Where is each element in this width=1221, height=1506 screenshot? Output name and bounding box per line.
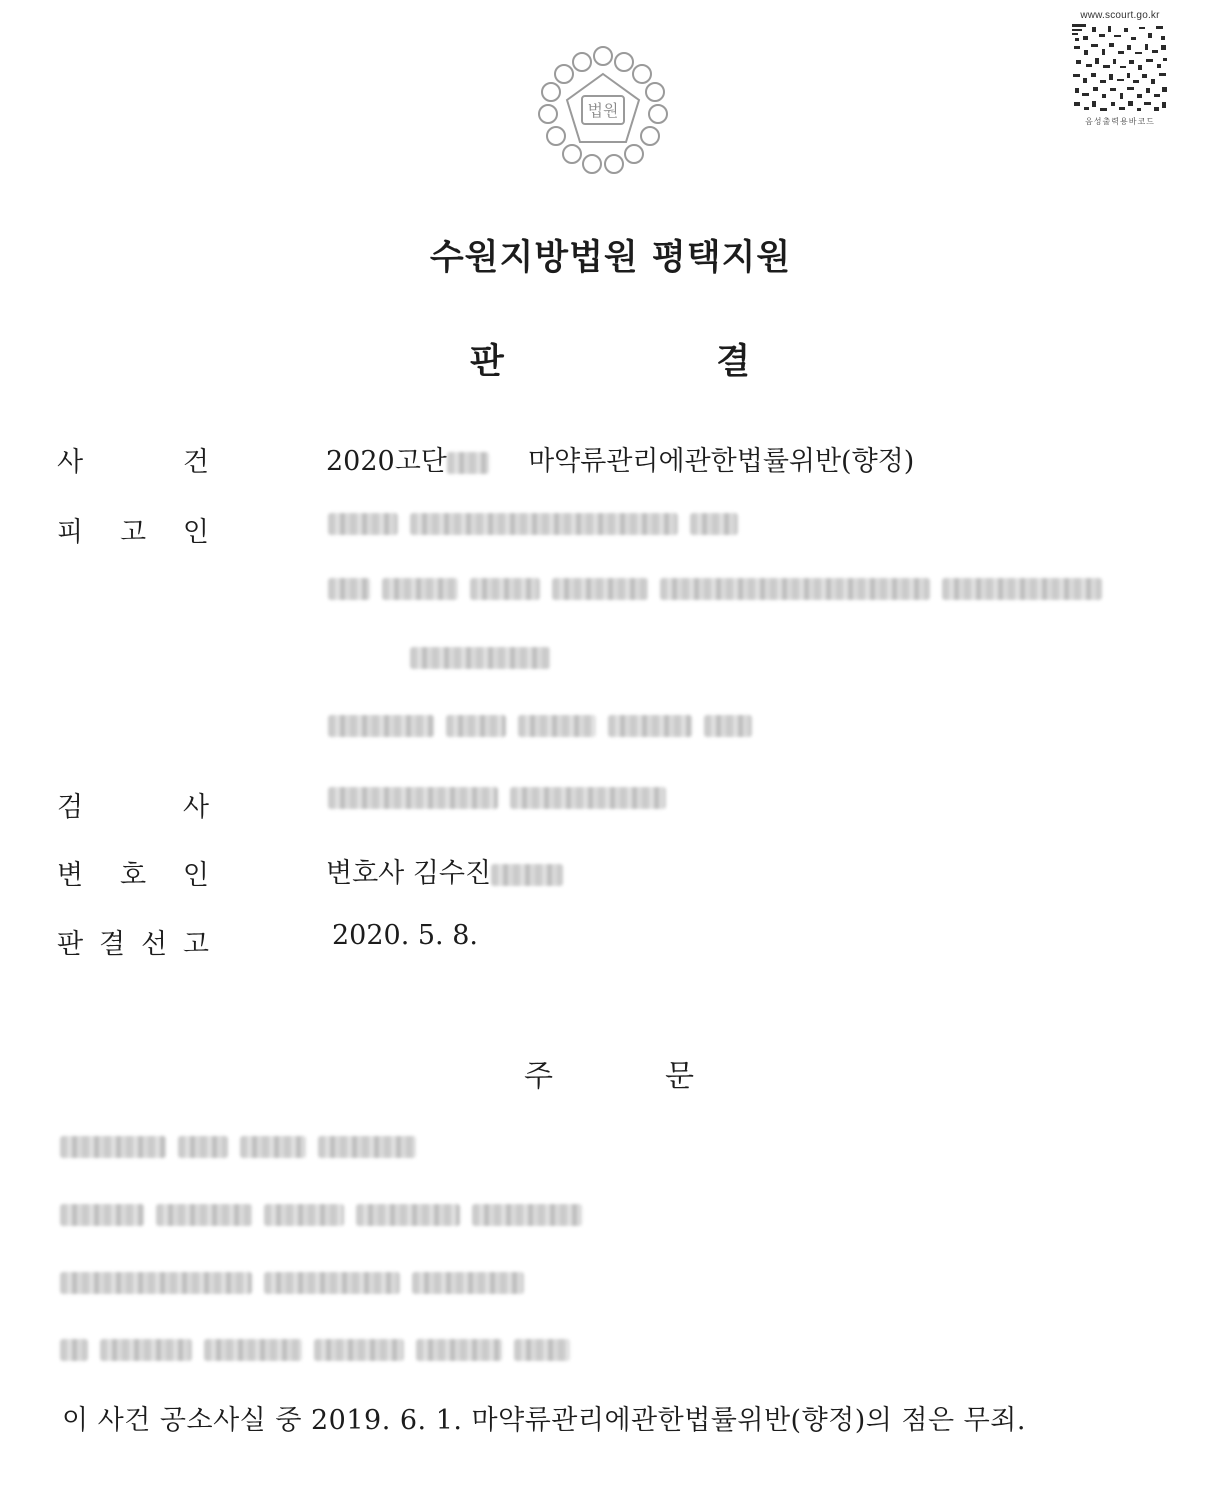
redacted-defendant-registered-address xyxy=(328,714,752,738)
redacted-order-line-1 xyxy=(60,1135,416,1159)
label-char: 결 xyxy=(98,929,126,960)
case-number-prefix: 2020고단 xyxy=(326,446,447,477)
court-seal-logo xyxy=(536,44,670,174)
redacted-order-line-4 xyxy=(60,1338,570,1362)
label-char: 건 xyxy=(182,447,209,478)
label-char: 피 xyxy=(57,517,84,548)
defense-counsel-value xyxy=(326,851,563,890)
case-charge: 마약류관리에관한법률위반(향정) xyxy=(528,446,915,477)
prosecutor-label xyxy=(57,785,209,824)
defendant-label xyxy=(57,510,209,549)
redacted-prosecutor-names xyxy=(328,786,666,810)
redacted-order-line-2 xyxy=(60,1203,582,1227)
judgment-date-label xyxy=(57,922,209,961)
title-char: 판 xyxy=(470,342,504,382)
order-heading-char: 주 xyxy=(524,1059,553,1094)
case-value xyxy=(326,439,914,478)
label-char: 고 xyxy=(182,929,209,960)
label-char: 검 xyxy=(57,792,84,823)
label-char: 사 xyxy=(57,447,84,478)
seal-text: 법원 xyxy=(587,101,619,120)
label-char: 선 xyxy=(140,929,168,960)
case-label xyxy=(57,440,209,479)
barcode-caption: 음성출력용바코드 xyxy=(1085,117,1155,126)
barcode-url: www.scourt.go.kr xyxy=(1080,10,1160,21)
redacted-counsel-detail xyxy=(491,864,563,886)
redacted-defendant-address-continued xyxy=(410,646,550,670)
barcode-image xyxy=(1072,24,1168,114)
order-heading-char: 문 xyxy=(665,1059,694,1094)
title-char: 결 xyxy=(716,342,750,382)
order-heading xyxy=(524,1051,694,1095)
label-char: 판 xyxy=(57,929,84,960)
defense-counsel-label xyxy=(57,853,209,892)
label-char: 인 xyxy=(182,517,209,548)
redacted-defendant-address xyxy=(328,577,1102,601)
document-title xyxy=(470,334,750,384)
label-char: 변 xyxy=(57,860,84,891)
redacted-defendant-identity xyxy=(328,512,738,536)
court-name: 수원지방법원 평택지원 xyxy=(429,238,792,278)
defense-counsel-name: 변호사 김수진 xyxy=(326,858,492,889)
label-char: 고 xyxy=(119,517,147,548)
label-char: 인 xyxy=(182,860,209,891)
label-char: 사 xyxy=(182,792,209,823)
redacted-case-number xyxy=(447,452,489,474)
voice-output-barcode xyxy=(1068,10,1172,127)
redacted-order-line-3 xyxy=(60,1271,524,1295)
judgment-date-value: 2020. 5. 8. xyxy=(332,920,478,951)
acquittal-sentence: 이 사건 공소사실 중 2019. 6. 1. 마약류관리에관한법률위반(향정)의 점은 무죄. xyxy=(62,1405,1026,1436)
label-char: 호 xyxy=(119,860,147,891)
